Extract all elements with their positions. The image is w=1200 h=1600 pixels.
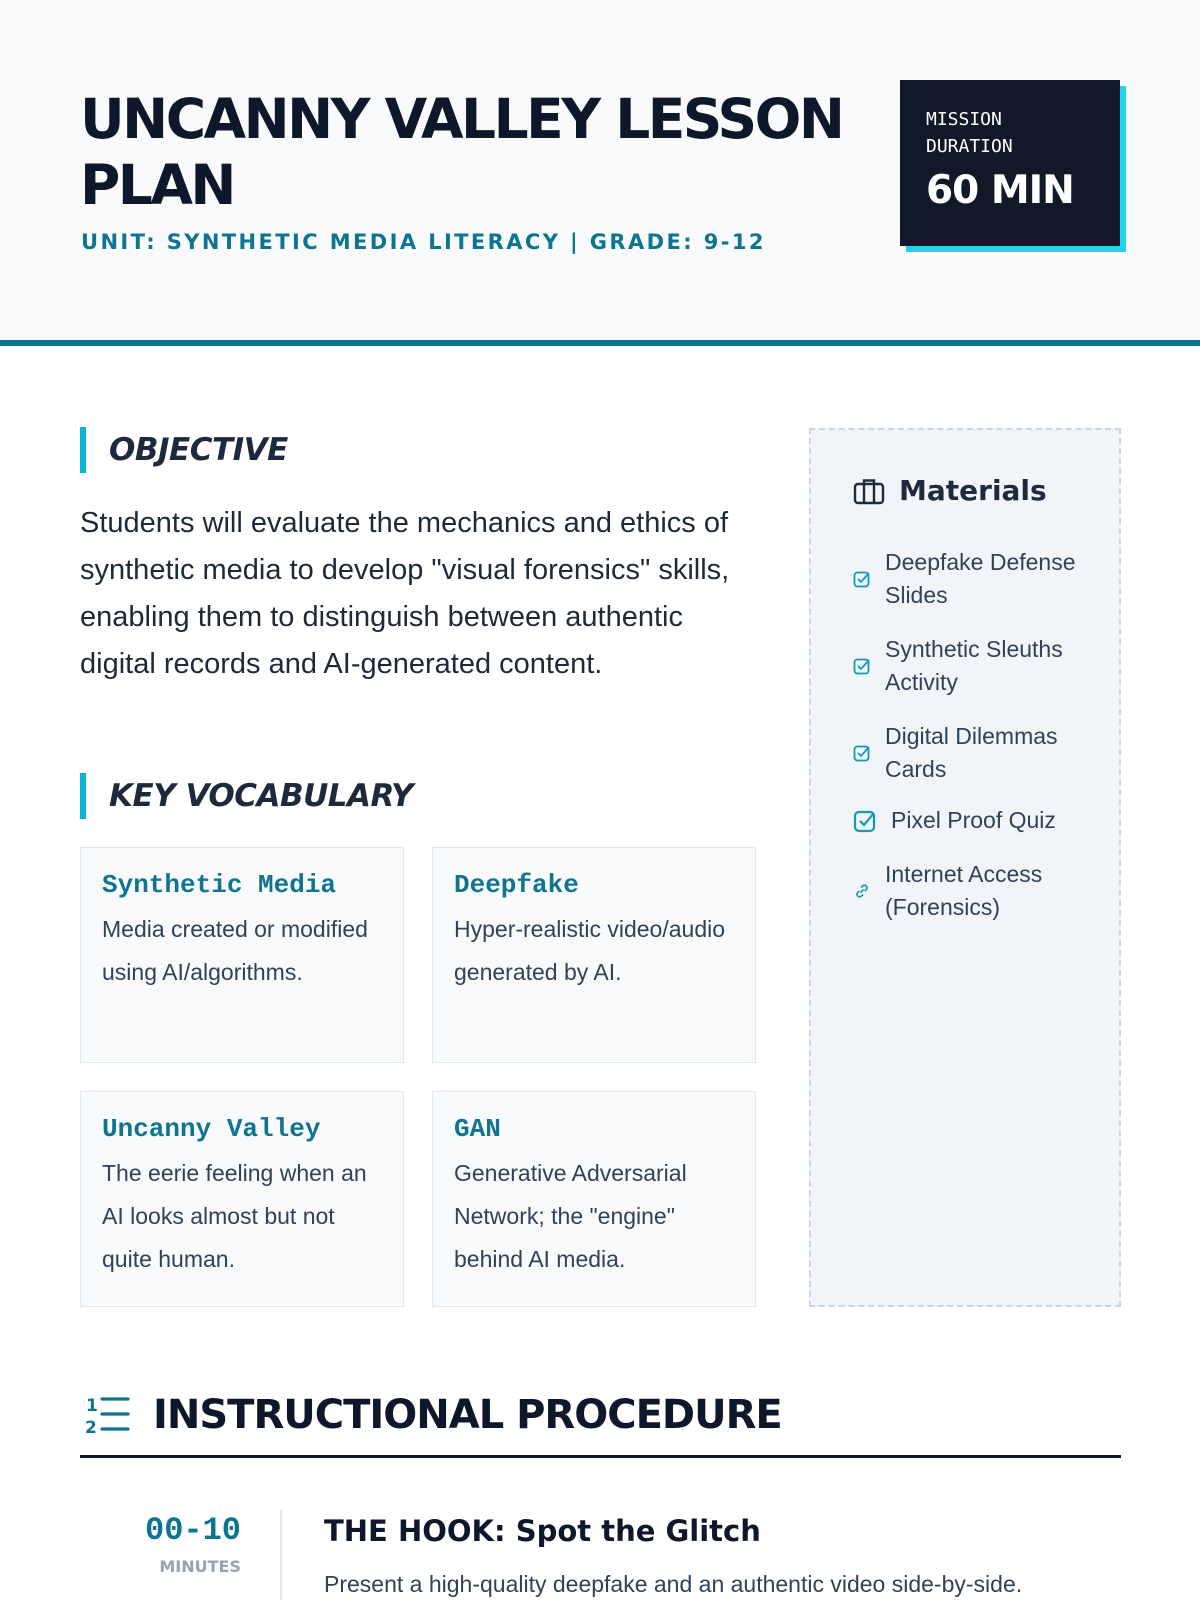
- vocab-card: [80, 847, 404, 1063]
- page-title: UNCANNY VALLEY LESSON PLAN: [80, 87, 843, 217]
- numbered-list-icon: [82, 1390, 130, 1443]
- svg-text:2: 2: [85, 1418, 97, 1438]
- vocab-term: Deepfake: [454, 870, 579, 900]
- vocab-card: [432, 847, 756, 1063]
- material-item: [853, 720, 1113, 786]
- checkbox-icon: [853, 744, 871, 762]
- step-time: [100, 1512, 241, 1576]
- step-divider: [280, 1510, 282, 1600]
- vocab-card: [80, 1091, 404, 1307]
- objective-text: Students will evaluate the mechanics and ethics of synthetic media to develop "visual forensics" skills, enabling them to distinguish between authentic digital records and AI-generated content.: [80, 507, 730, 680]
- material-label: Deepfake Defense Slides: [885, 549, 1076, 608]
- checkbox-icon: [853, 809, 877, 833]
- material-item: [853, 633, 1113, 699]
- materials-panel: [809, 428, 1121, 1307]
- material-item: [853, 804, 1113, 837]
- vocabulary-heading: KEY VOCABULARY: [80, 773, 413, 819]
- vocab-term: Synthetic Media: [102, 870, 337, 900]
- step-title: THE HOOK: Spot the Glitch: [324, 1514, 761, 1548]
- briefcase-icon: [853, 477, 885, 505]
- vocab-definition: The eerie feeling when an AI looks almost but not quite human.: [102, 1160, 367, 1272]
- vocab-definition: Hyper-realistic video/audio generated by AI.: [454, 916, 726, 985]
- material-label: Synthetic Sleuths Activity: [885, 636, 1063, 695]
- step-time-range: 00-10: [144, 1512, 241, 1549]
- unit-grade-subtitle: UNIT: SYNTHETIC MEDIA LITERACY | GRADE: 9-12: [81, 230, 766, 254]
- header: [0, 0, 1200, 346]
- material-label: Pixel Proof Quiz: [891, 807, 1056, 833]
- material-label: Digital Dilemmas Cards: [885, 723, 1058, 782]
- vocab-definition: Generative Adversarial Network; the "engine" behind AI media.: [454, 1160, 687, 1272]
- vocab-definition: Media created or modified using AI/algorithms.: [102, 916, 368, 985]
- duration-value: 60 MIN: [926, 168, 1074, 213]
- procedure-heading: [80, 1374, 1121, 1458]
- duration-label: MISSION DURATION: [926, 109, 1013, 157]
- materials-heading-label: Materials: [899, 474, 1047, 507]
- step-time-unit: MINUTES: [159, 1557, 241, 1576]
- link-icon: [853, 882, 871, 900]
- duration-badge: [900, 80, 1120, 246]
- svg-text:1: 1: [86, 1396, 98, 1416]
- checkbox-icon: [853, 657, 871, 675]
- material-item: [853, 546, 1113, 612]
- step-description: Present a high-quality deepfake and an authentic video side-by-side.: [324, 1571, 1023, 1597]
- vocab-card: [432, 1091, 756, 1307]
- procedure-title: INSTRUCTIONAL PROCEDURE: [153, 1392, 782, 1438]
- checkbox-icon: [853, 570, 871, 588]
- vocab-term: GAN: [454, 1114, 501, 1144]
- materials-heading: [853, 474, 1047, 507]
- vocab-term: Uncanny Valley: [102, 1114, 321, 1144]
- objective-heading: OBJECTIVE: [80, 427, 288, 473]
- material-item: [853, 858, 1113, 924]
- material-label: Internet Access (Forensics): [885, 861, 1043, 920]
